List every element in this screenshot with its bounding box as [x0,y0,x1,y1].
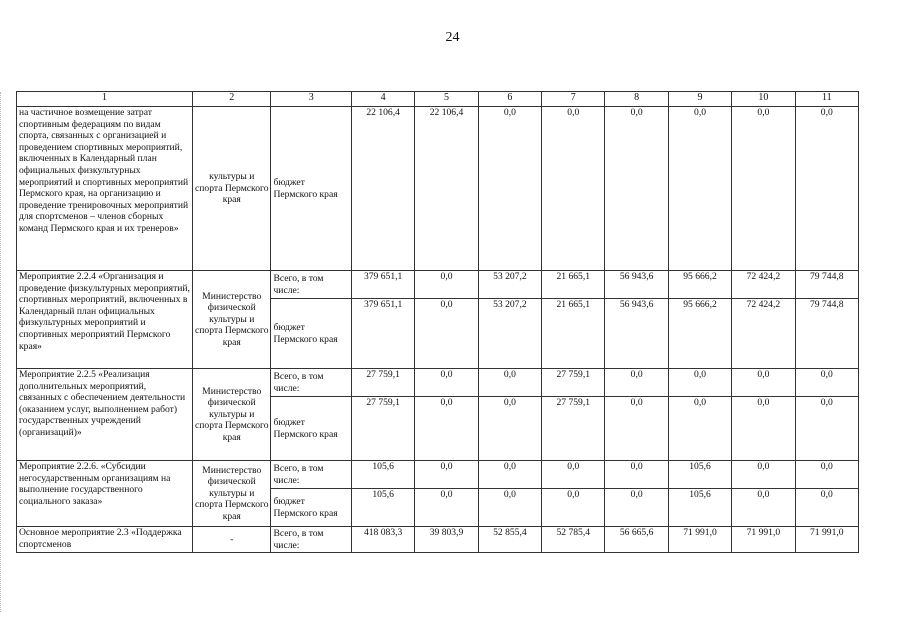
amount-cell: 0,0 [415,369,478,397]
header-row [17,92,859,107]
header-cell: 10 [732,92,795,107]
measure-name-cell: Мероприятие 2.2.4 «Организация и проведение физкультурных мероприятий, спортивных мероприятий, включенных в Календарный план официальных физкультурных мероприятий и спортивных мероприятий Пермского края» [17,271,193,369]
measure-name-cell: Основное мероприятие 2.3 «Поддержка спортсменов [17,527,193,553]
amount-cell: 0,0 [478,369,541,397]
amount-cell: 0,0 [542,489,605,527]
amount-cell: 0,0 [732,107,795,271]
amount-cell: 379 651,1 [351,271,414,299]
funding-source-cell: бюджет Пермского края [271,397,351,461]
header-cell: 4 [351,92,414,107]
funding-source-cell: бюджет Пермского края [271,489,351,527]
amount-cell: 27 759,1 [351,369,414,397]
amount-cell: 0,0 [732,397,795,461]
amount-cell: 0,0 [795,397,858,461]
header-cell: 11 [795,92,858,107]
amount-cell: 0,0 [668,107,731,271]
amount-cell: 71 991,0 [668,527,731,553]
amount-cell: 53 207,2 [478,299,541,369]
amount-cell: 0,0 [732,461,795,489]
funding-source-cell: бюджет Пермского края [271,299,351,369]
amount-cell: 0,0 [415,299,478,369]
page-number: 24 [445,30,460,45]
budget-table-body [17,92,859,553]
measure-name-cell: на частичное возмещение затрат спортивным федерациям по видам спорта, связанных с организацией и проведением спортивных мероприятий, включенных в Календарный план официальных физкультурных мероприятий и спортивных мероприятий Пермского края, на организацию и проведение тренировочных мероприятий для спортсменов – членов сборных команд Пермского края и их тренеров» [17,107,193,271]
header-cell: 2 [193,92,271,107]
header-cell: 9 [668,92,731,107]
amount-cell: 39 803,9 [415,527,478,553]
header-cell: 1 [17,92,193,107]
header-cell: 8 [605,92,668,107]
amount-cell: 56 943,6 [605,271,668,299]
funding-source-cell: Всего, в том числе: [271,271,351,299]
amount-cell: 0,0 [605,461,668,489]
funding-source-cell: Всего, в том числе: [271,369,351,397]
amount-cell: 0,0 [795,369,858,397]
executor-cell: Министерство физической культуры и спорта Пермского края [193,461,271,527]
amount-cell: 95 666,2 [668,271,731,299]
amount-cell: 105,6 [668,461,731,489]
amount-cell: 79 744,8 [795,299,858,369]
executor-cell: культуры и спорта Пермского края [193,107,271,271]
amount-cell: 22 106,4 [415,107,478,271]
amount-cell: 0,0 [605,369,668,397]
table-row [17,461,859,489]
amount-cell: 0,0 [732,489,795,527]
amount-cell: 0,0 [795,461,858,489]
amount-cell: 105,6 [668,489,731,527]
table-row [17,369,859,397]
executor-cell: Министерство физической культуры и спорта Пермского края [193,369,271,461]
amount-cell: 0,0 [605,107,668,271]
amount-cell: 72 424,2 [732,271,795,299]
amount-cell: 105,6 [351,461,414,489]
amount-cell: 21 665,1 [542,299,605,369]
amount-cell: 52 785,4 [542,527,605,553]
amount-cell: 0,0 [478,489,541,527]
header-cell: 3 [271,92,351,107]
amount-cell: 0,0 [415,397,478,461]
amount-cell: 71 991,0 [732,527,795,553]
amount-cell: 53 207,2 [478,271,541,299]
executor-cell: - [193,527,271,553]
funding-source-cell: бюджет Пермского края [271,107,351,271]
amount-cell: 0,0 [415,489,478,527]
amount-cell: 0,0 [668,397,731,461]
amount-cell: 0,0 [542,107,605,271]
amount-cell: 72 424,2 [732,299,795,369]
amount-cell: 56 665,6 [605,527,668,553]
measure-name-cell: Мероприятие 2.2.6. «Субсидии негосударственным организациям на выполнение государственного социального заказа» [17,461,193,527]
amount-cell: 95 666,2 [668,299,731,369]
amount-cell: 0,0 [795,489,858,527]
table-row [17,107,859,271]
amount-cell: 52 855,4 [478,527,541,553]
amount-cell: 27 759,1 [542,397,605,461]
amount-cell: 0,0 [415,271,478,299]
amount-cell: 105,6 [351,489,414,527]
measure-name-cell: Мероприятие 2.2.5 «Реализация дополнительных мероприятий, связанных с обеспечением деятельности (оказанием услуг, выполнением работ) государственных учреждений (организаций)» [17,369,193,461]
executor-cell: Министерство физической культуры и спорта Пермского края [193,271,271,369]
funding-source-cell: Всего, в том числе: [271,527,351,553]
amount-cell: 418 083,3 [351,527,414,553]
amount-cell: 27 759,1 [542,369,605,397]
amount-cell: 0,0 [605,397,668,461]
amount-cell: 71 991,0 [795,527,858,553]
amount-cell: 0,0 [542,461,605,489]
amount-cell: 0,0 [795,107,858,271]
header-cell: 7 [542,92,605,107]
amount-cell: 22 106,4 [351,107,414,271]
amount-cell: 56 943,6 [605,299,668,369]
amount-cell: 27 759,1 [351,397,414,461]
amount-cell: 0,0 [732,369,795,397]
amount-cell: 0,0 [415,461,478,489]
scan-edge [0,92,4,612]
table-row [17,527,859,553]
header-cell: 5 [415,92,478,107]
amount-cell: 0,0 [478,107,541,271]
amount-cell: 0,0 [605,489,668,527]
amount-cell: 0,0 [478,397,541,461]
amount-cell: 379 651,1 [351,299,414,369]
amount-cell: 21 665,1 [542,271,605,299]
amount-cell: 79 744,8 [795,271,858,299]
funding-source-cell: Всего, в том числе: [271,461,351,489]
header-cell: 6 [478,92,541,107]
amount-cell: 0,0 [478,461,541,489]
amount-cell: 0,0 [668,369,731,397]
table-row [17,271,859,299]
budget-table [16,91,859,553]
